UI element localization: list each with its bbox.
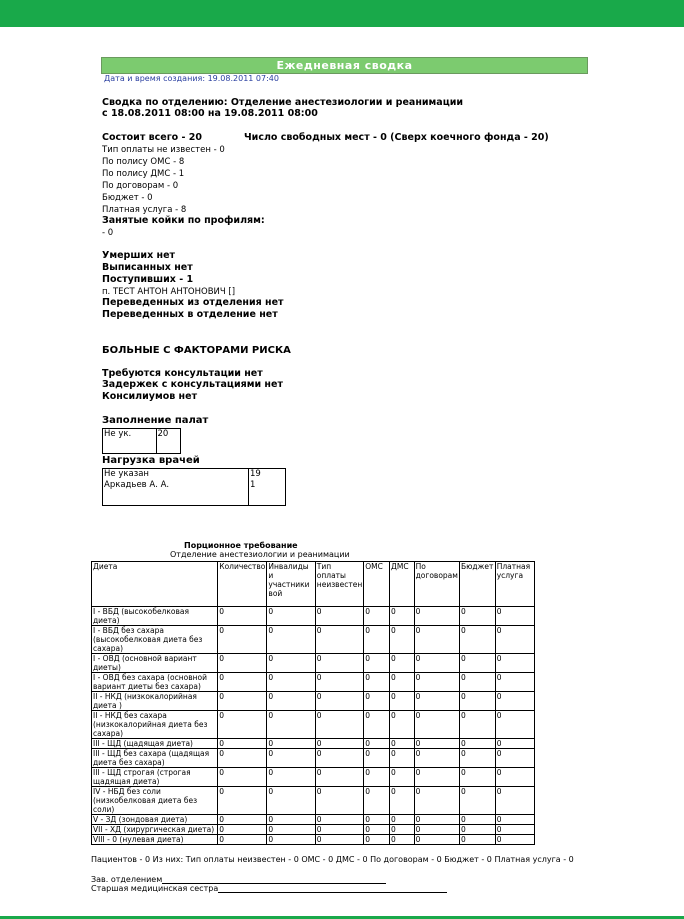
diet-value-cell: 0	[495, 654, 534, 673]
diet-value-cell: 0	[414, 825, 459, 835]
table-row	[92, 825, 535, 835]
diet-value-cell: 0	[414, 835, 459, 845]
diet-value-cell: 0	[495, 825, 534, 835]
diet-value-cell: 0	[315, 768, 363, 787]
diet-value-cell: 0	[390, 815, 415, 825]
diet-value-cell: 0	[267, 654, 315, 673]
diet-value-cell: 0	[390, 768, 415, 787]
diet-table	[91, 561, 535, 845]
diet-header-cell: ДМС	[390, 562, 415, 607]
diet-value-cell: 0	[364, 768, 390, 787]
diet-value-cell: 0	[364, 711, 390, 739]
profiles-title: Занятые койки по профилям:	[102, 215, 265, 226]
diet-value-cell: 0	[459, 825, 495, 835]
profiles-value: - 0	[102, 228, 114, 238]
diet-value-cell: 0	[414, 768, 459, 787]
diet-value-cell: 0	[364, 692, 390, 711]
diet-header-cell: Тип оплаты неизвестен	[315, 562, 363, 607]
diet-value-cell: 0	[390, 654, 415, 673]
report-title: Ежедневная сводка	[101, 57, 588, 74]
diet-value-cell: 0	[459, 673, 495, 692]
diet-value-cell: 0	[364, 749, 390, 768]
diet-value-cell: 0	[414, 673, 459, 692]
diet-value-cell: 0	[218, 711, 267, 739]
payment-dms: По полису ДМС - 1	[102, 169, 185, 179]
diet-value-cell: 0	[414, 787, 459, 815]
diet-value-cell: 0	[459, 835, 495, 845]
doctor-name: Аркадьев А. А.	[103, 480, 249, 506]
diet-value-cell: 0	[218, 749, 267, 768]
diet-value-cell: 0	[218, 654, 267, 673]
diet-value-cell: 0	[315, 626, 363, 654]
diet-value-cell: 0	[390, 749, 415, 768]
payment-contract: По договорам - 0	[102, 181, 179, 191]
diet-value-cell: 0	[390, 711, 415, 739]
diet-value-cell: 0	[315, 835, 363, 845]
diet-name-cell: IV - НБД без соли (низкобелковая диета без соли)	[92, 787, 218, 815]
table-row	[103, 469, 286, 480]
head-nurse-label: Старшая медицинская сестра	[91, 884, 219, 893]
diet-value-cell: 0	[267, 815, 315, 825]
diet-value-cell: 0	[315, 673, 363, 692]
diet-value-cell: 0	[495, 607, 534, 626]
diet-value-cell: 0	[364, 607, 390, 626]
transferred-to: Переведенных в отделение нет	[102, 309, 278, 320]
diet-name-cell: I - ОВД (основной вариант диеты)	[92, 654, 218, 673]
diet-value-cell: 0	[267, 692, 315, 711]
diet-value-cell: 0	[495, 768, 534, 787]
diet-header-cell: Диета	[92, 562, 218, 607]
diet-value-cell: 0	[414, 626, 459, 654]
diet-value-cell: 0	[414, 607, 459, 626]
table-row	[92, 626, 535, 654]
diet-value-cell: 0	[414, 692, 459, 711]
diet-value-cell: 0	[364, 654, 390, 673]
payment-paid: Платная услуга - 8	[102, 205, 187, 215]
table-row	[92, 749, 535, 768]
diet-value-cell: 0	[414, 654, 459, 673]
diet-body	[92, 607, 535, 845]
diet-value-cell: 0	[390, 673, 415, 692]
diet-value-cell: 0	[315, 815, 363, 825]
diet-value-cell: 0	[495, 711, 534, 739]
diet-value-cell: 0	[315, 787, 363, 815]
need-consult: Требуются консультации нет	[102, 368, 263, 379]
doctor-load: 1	[250, 479, 256, 490]
diet-value-cell: 0	[495, 626, 534, 654]
diet-header-cell: По договорам	[414, 562, 459, 607]
diet-name-cell: VIII - 0 (нулевая диета)	[92, 835, 218, 845]
diet-value-cell: 0	[218, 815, 267, 825]
diet-value-cell: 0	[364, 787, 390, 815]
diet-value-cell: 0	[459, 626, 495, 654]
councils: Консилиумов нет	[102, 391, 198, 402]
diet-value-cell: 0	[414, 739, 459, 749]
diet-value-cell: 0	[459, 739, 495, 749]
table-row	[92, 654, 535, 673]
admitted: Поступивших - 1	[102, 274, 194, 285]
table-row	[103, 480, 286, 506]
diet-value-cell: 0	[315, 692, 363, 711]
diet-value-cell: 0	[218, 787, 267, 815]
diet-header-cell: Бюджет	[459, 562, 495, 607]
portion-title: Порционное требование	[184, 541, 298, 550]
diet-value-cell: 0	[459, 749, 495, 768]
table-row	[92, 739, 535, 749]
diet-value-cell: 0	[267, 673, 315, 692]
payment-oms: По полису ОМС - 8	[102, 157, 185, 167]
head-nurse-line	[91, 884, 447, 893]
table-row	[92, 787, 535, 815]
patients-footer: Пациентов - 0 Из них: Тип оплаты неизвестен - 0 ОМС - 0 ДМС - 0 По договорам - 0 Бюджет - 0 Платная услуга - 0	[91, 855, 574, 864]
table-row	[92, 692, 535, 711]
diet-value-cell: 0	[390, 739, 415, 749]
diet-value-cell: 0	[364, 815, 390, 825]
table-row	[92, 768, 535, 787]
signature-line	[218, 884, 447, 893]
diet-name-cell: II - НКД (низкокалорийная диета )	[92, 692, 218, 711]
diet-value-cell: 0	[364, 739, 390, 749]
diet-value-cell: 0	[315, 739, 363, 749]
transferred-from: Переведенных из отделения нет	[102, 297, 284, 308]
diet-header-cell: ОМС	[364, 562, 390, 607]
diet-name-cell: II - НКД без сахара (низкокалорийная диета без сахара)	[92, 711, 218, 739]
diet-value-cell: 0	[459, 787, 495, 815]
head-of-dept-line	[91, 875, 386, 884]
diet-value-cell: 0	[267, 739, 315, 749]
diet-header-row	[92, 562, 535, 607]
diet-value-cell: 0	[495, 787, 534, 815]
diet-value-cell: 0	[218, 835, 267, 845]
diet-value-cell: 0	[414, 815, 459, 825]
diet-value-cell: 0	[267, 607, 315, 626]
diet-value-cell: 0	[267, 787, 315, 815]
table-row	[92, 711, 535, 739]
top-green-bar	[0, 0, 684, 27]
diet-value-cell: 0	[364, 835, 390, 845]
diet-name-cell: VII - ХД (хирургическая диета)	[92, 825, 218, 835]
diet-name-cell: I - ВБД без сахара (высокобелковая диета без сахара)	[92, 626, 218, 654]
diet-value-cell: 0	[414, 749, 459, 768]
diet-value-cell: 0	[315, 607, 363, 626]
summary-period: с 18.08.2011 08:00 на 19.08.2011 08:00	[102, 108, 318, 119]
diet-value-cell: 0	[315, 711, 363, 739]
portion-subtitle: Отделение анестезиологии и реанимации	[170, 550, 350, 559]
diet-header-cell: Количество	[218, 562, 267, 607]
diet-value-cell: 0	[218, 692, 267, 711]
diet-value-cell: 0	[267, 768, 315, 787]
rooms-value: 20	[156, 429, 181, 454]
total-count: Состоит всего - 20	[102, 132, 202, 143]
payment-unknown: Тип оплаты не известен - 0	[102, 145, 225, 155]
died: Умерших нет	[102, 250, 176, 261]
diet-value-cell: 0	[390, 825, 415, 835]
diet-value-cell: 0	[315, 749, 363, 768]
table-row	[92, 607, 535, 626]
diet-value-cell: 0	[495, 835, 534, 845]
diet-value-cell: 0	[267, 749, 315, 768]
rooms-title: Заполнение палат	[102, 415, 209, 426]
discharged: Выписанных нет	[102, 262, 193, 273]
diet-value-cell: 0	[218, 626, 267, 654]
diet-value-cell: 0	[267, 711, 315, 739]
diet-value-cell: 0	[390, 787, 415, 815]
diet-name-cell: I - ВБД (высокобелковая диета)	[92, 607, 218, 626]
diet-value-cell: 0	[315, 654, 363, 673]
diet-value-cell: 0	[390, 692, 415, 711]
diet-value-cell: 0	[495, 815, 534, 825]
diet-value-cell: 0	[414, 711, 459, 739]
rooms-table	[102, 428, 181, 454]
summary-department: Сводка по отделению: Отделение анестезиологии и реанимации	[102, 97, 464, 108]
diet-value-cell: 0	[495, 692, 534, 711]
diet-name-cell: III - ЩД без сахара (щадящая диета без сахара)	[92, 749, 218, 768]
payment-budget: Бюджет - 0	[102, 193, 153, 203]
diet-value-cell: 0	[495, 749, 534, 768]
diet-value-cell: 0	[267, 626, 315, 654]
diet-name-cell: III - ЩД (щадящая диета)	[92, 739, 218, 749]
diet-value-cell: 0	[218, 768, 267, 787]
diet-value-cell: 0	[364, 825, 390, 835]
rooms-label: Не ук.	[103, 429, 157, 454]
diet-value-cell: 0	[364, 626, 390, 654]
delayed-consult: Задержек с консультациями нет	[102, 379, 283, 390]
diet-name-cell: III - ЩД строгая (строгая щадящая диета)	[92, 768, 218, 787]
diet-header-cell: Инвалиды и участники вой	[267, 562, 315, 607]
diet-value-cell: 0	[218, 739, 267, 749]
doctor-load: 19	[250, 469, 261, 479]
diet-value-cell: 0	[390, 626, 415, 654]
risk-title: БОЛЬНЫЕ С ФАКТОРАМИ РИСКА	[102, 345, 291, 356]
diet-value-cell: 0	[218, 673, 267, 692]
table-row	[92, 835, 535, 845]
diet-value-cell: 0	[459, 607, 495, 626]
diet-value-cell: 0	[459, 711, 495, 739]
diet-value-cell: 0	[459, 768, 495, 787]
admitted-patient: п. ТЕСТ АНТОН АНТОНОВИЧ []	[102, 287, 236, 297]
doctor-name: Не указан	[103, 469, 249, 480]
diet-value-cell: 0	[495, 673, 534, 692]
diet-name-cell: I - ОВД без сахара (основной вариант диеты без сахара)	[92, 673, 218, 692]
diet-value-cell: 0	[218, 607, 267, 626]
diet-value-cell: 0	[267, 835, 315, 845]
table-row	[92, 673, 535, 692]
created-datetime: Дата и время создания: 19.08.2011 07:40	[104, 74, 279, 83]
diet-value-cell: 0	[364, 673, 390, 692]
diet-name-cell: V - ЗД (зондовая диета)	[92, 815, 218, 825]
doctors-table	[102, 468, 286, 506]
head-of-dept-label: Зав. отделением	[91, 875, 163, 884]
diet-header-cell: Платная услуга	[495, 562, 534, 607]
diet-value-cell: 0	[459, 654, 495, 673]
doctors-title: Нагрузка врачей	[102, 455, 200, 466]
free-places: Число свободных мест - 0 (Сверх коечного фонда - 20)	[244, 132, 549, 143]
diet-value-cell: 0	[315, 825, 363, 835]
diet-value-cell: 0	[495, 739, 534, 749]
diet-value-cell: 0	[390, 607, 415, 626]
signature-line	[162, 875, 386, 884]
table-row	[92, 815, 535, 825]
diet-value-cell: 0	[267, 825, 315, 835]
diet-value-cell: 0	[390, 835, 415, 845]
diet-value-cell: 0	[459, 692, 495, 711]
diet-value-cell: 0	[218, 825, 267, 835]
diet-value-cell: 0	[459, 815, 495, 825]
